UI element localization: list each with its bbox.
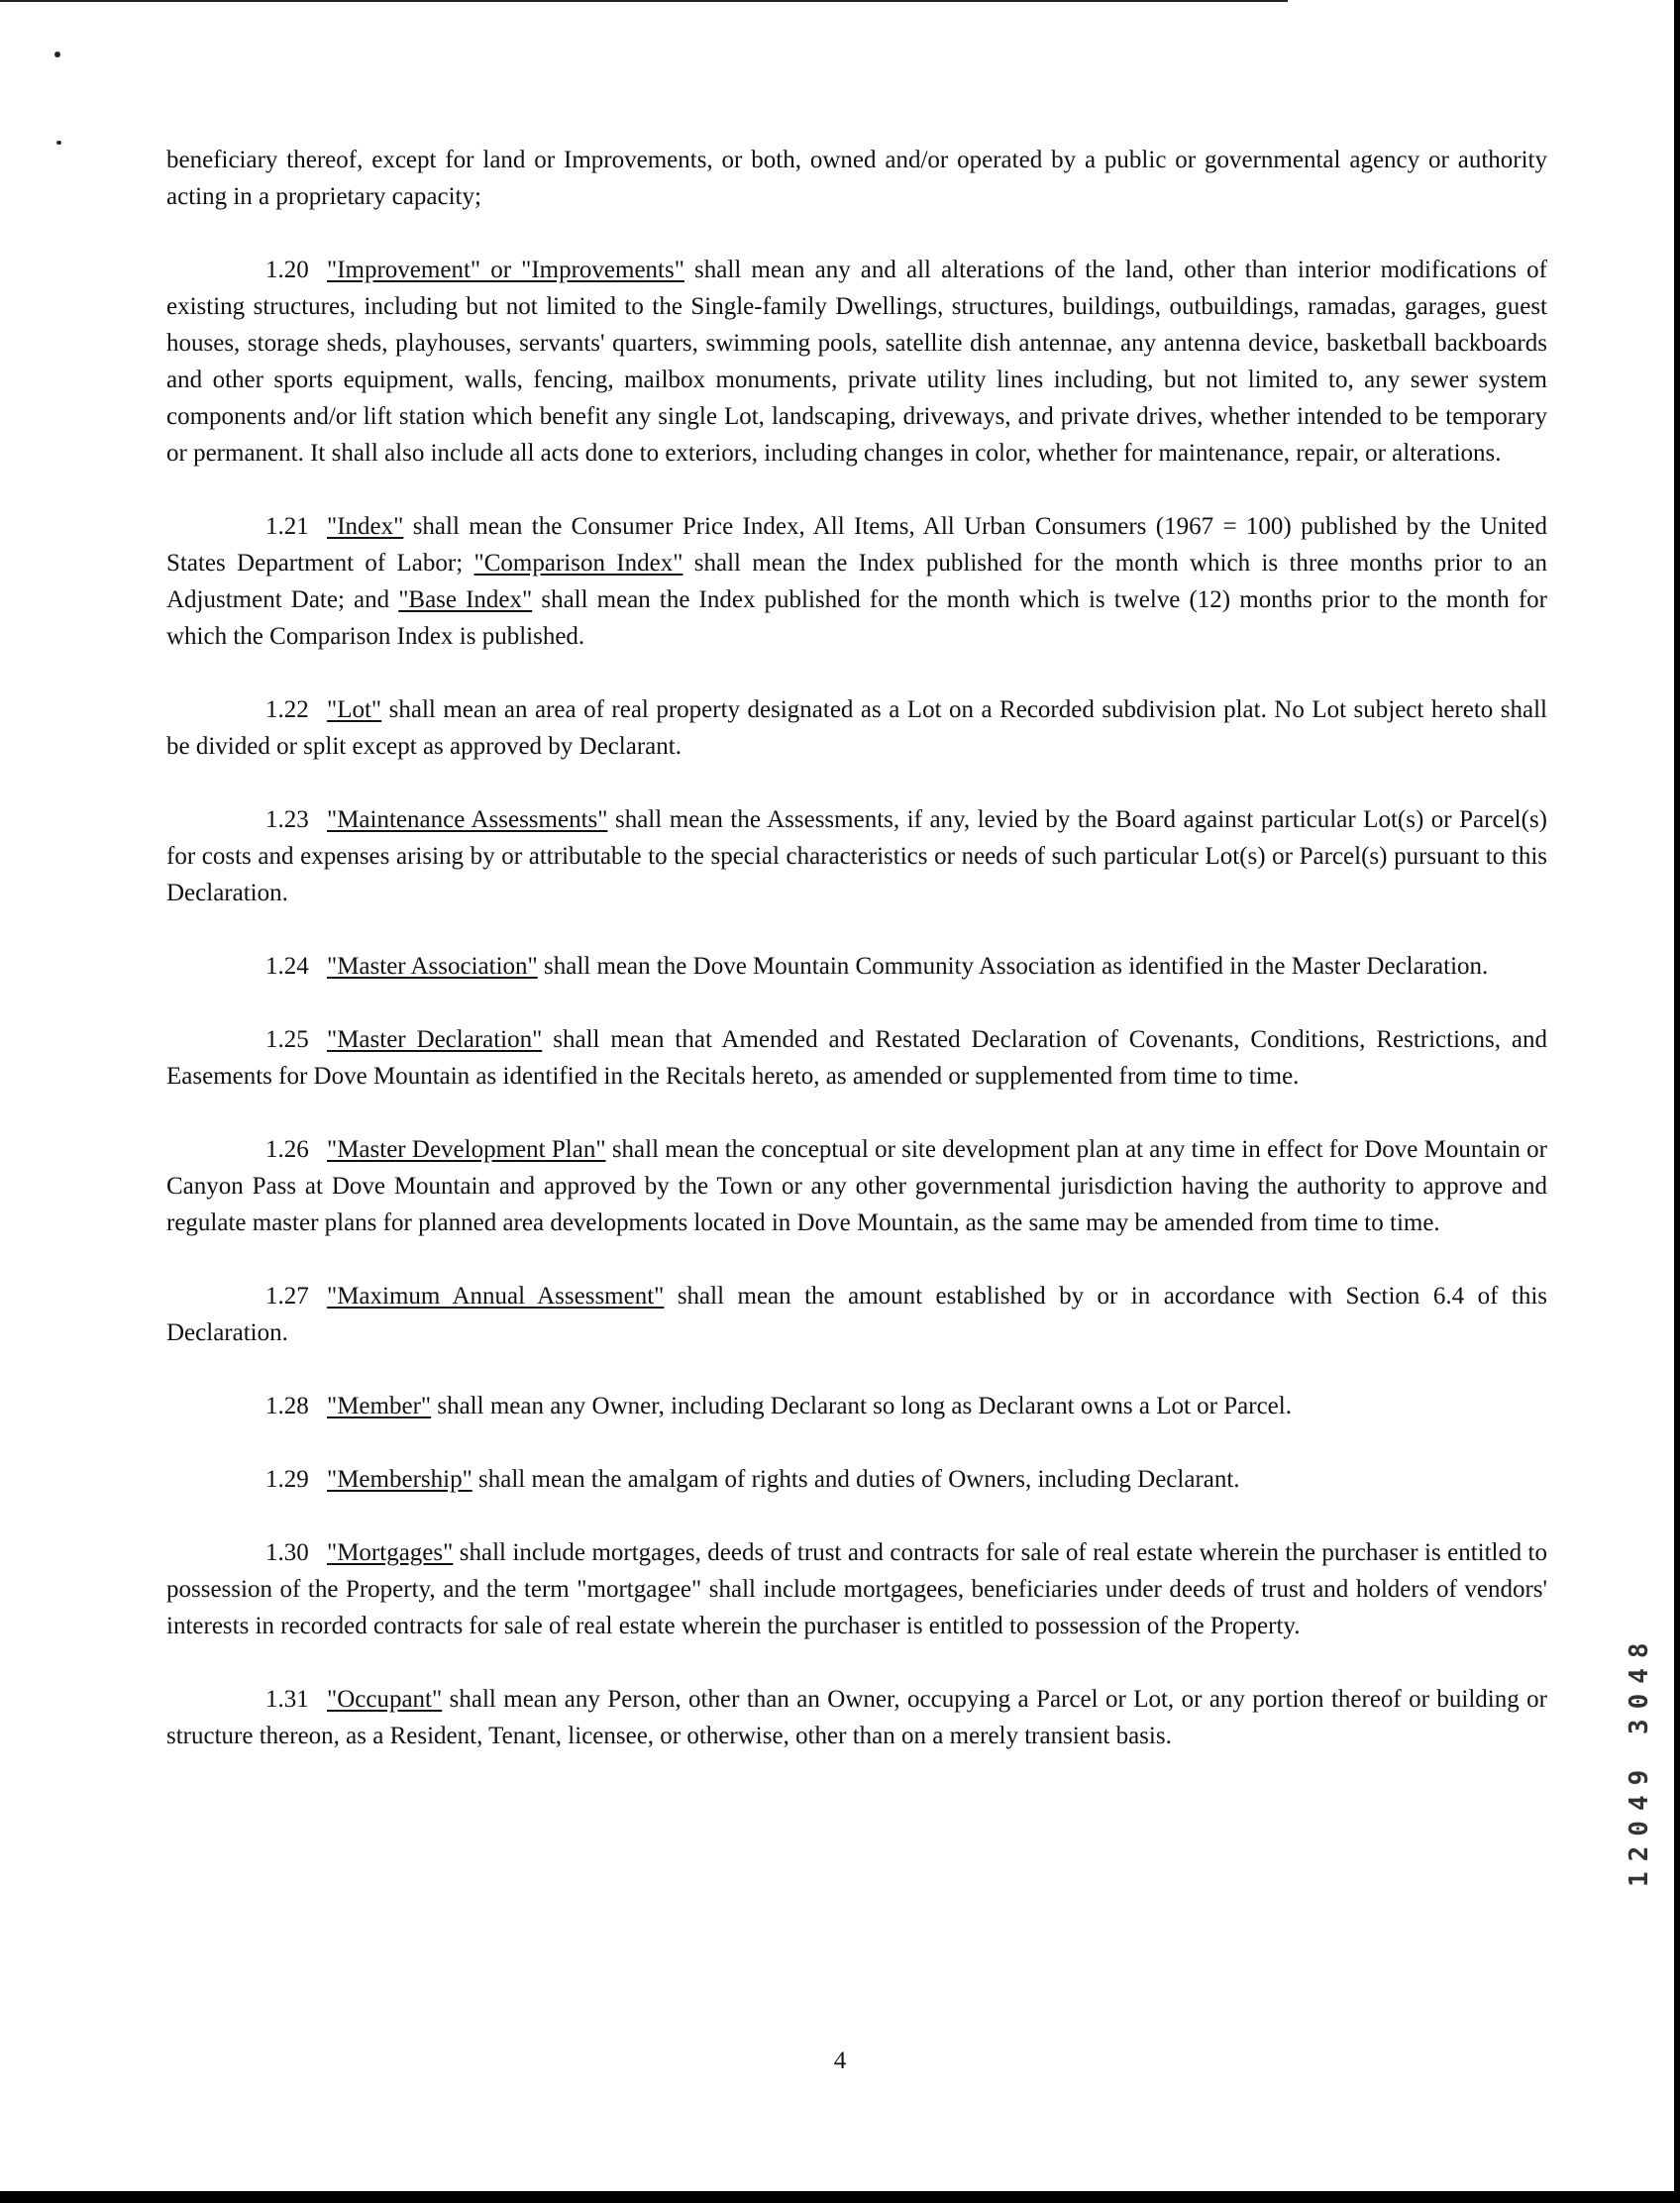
intro-paragraph: beneficiary thereof, except for land or Improvements, or both, owned and/or operated by a public or governmental agency or authority acting in a proprietary capacity; [166, 147, 1547, 210]
document-body [166, 142, 1547, 1791]
defined-term: "Membership" [327, 1466, 472, 1493]
definition-paragraph [166, 691, 1547, 765]
definition-paragraph [166, 1388, 1547, 1424]
section-number: 1.25 [265, 1026, 309, 1053]
defined-term: "Master Declaration" [327, 1026, 543, 1053]
defined-term: "Master Development Plan" [327, 1136, 606, 1163]
section-number: 1.28 [265, 1393, 309, 1419]
section-number: 1.26 [265, 1136, 309, 1163]
definition-text: shall mean the Index published for the month which is twelve (12) months prior to the month for which the Comparison Index is published. [166, 586, 1547, 650]
definition-text: shall mean the amount established by or in accordance with Section 6.4 of this Declaration. [166, 1283, 1547, 1346]
definition-text: shall mean any Owner, including Declarant so long as Declarant owns a Lot or Parcel. [431, 1393, 1292, 1419]
definition-text: shall mean any Person, other than an Owner, occupying a Parcel or Lot, or any portion thereof or building or structure thereon, as a Resident, Tenant, licensee, or otherwise, other than on a merely transient basis. [166, 1686, 1547, 1749]
definition-paragraph [166, 1681, 1547, 1754]
defined-term: "Lot" [327, 696, 382, 723]
definition-text: shall mean that Amended and Restated Declaration of Covenants, Conditions, Restrictions, and Easements for Dove Mountain as identified in the Recitals hereto, as amended or supplemented from time to time. [166, 1026, 1548, 1090]
definition-text: shall mean the conceptual or site development plan at any time in effect for Dove Mountain or Canyon Pass at Dove Mountain and approved by the Town or any other governmental jurisdiction having the authority to approve and regulate master plans for planned area developments located in Dove Mountain, as the same may be amended from time to time. [166, 1136, 1547, 1236]
scan-speck [54, 52, 60, 57]
definition-paragraph [166, 1461, 1547, 1498]
defined-term: "Maintenance Assessments" [327, 806, 608, 833]
defined-term: "Maximum Annual Assessment" [327, 1283, 665, 1310]
section-number: 1.23 [265, 806, 309, 833]
scan-edge-top [0, 0, 1288, 2]
definition-text: shall include mortgages, deeds of trust and contracts for sale of real estate wherein the purchaser is entitled to possession of the Property, and the term "mortgagee" shall include mortgagees, beneficiaries under deeds of trust and holders of vendors' interests in recorded contracts for sale of real estate wherein the purchaser is entitled to possession of the Property. [166, 1539, 1547, 1639]
definition-text: shall mean the amalgam of rights and duties of Owners, including Declarant. [472, 1466, 1240, 1493]
section-number: 1.20 [265, 257, 309, 283]
recording-stamp: 12049 3048 [1625, 1632, 1654, 1887]
definition-paragraph [166, 252, 1547, 472]
page-number: 4 [833, 2047, 847, 2074]
definition-paragraph [166, 801, 1547, 911]
defined-term: "Master Association" [327, 953, 538, 980]
definition-paragraph [166, 1278, 1547, 1351]
definitions-list [166, 252, 1547, 1754]
scan-speck [56, 141, 61, 145]
definition-text: shall mean the Assessments, if any, levied by the Board against particular Lot(s) or Parcel(s) for costs and expenses arising by or attributable to the special characteristics or needs of such particular Lot(s) or Parcel(s) pursuant to this Declaration. [166, 806, 1547, 906]
defined-term: "Base Index" [398, 586, 533, 613]
scan-edge-bottom [0, 2191, 1680, 2203]
section-number: 1.27 [265, 1283, 309, 1310]
definition-paragraph [166, 1534, 1547, 1644]
definition-paragraph [166, 1021, 1547, 1095]
section-number: 1.31 [265, 1686, 309, 1713]
definition-text: shall mean the Dove Mountain Community Association as identified in the Master Declaration. [537, 953, 1489, 980]
scan-edge-right [1674, 0, 1680, 2203]
defined-term: "Mortgages" [327, 1539, 454, 1566]
defined-term: "Member" [327, 1393, 432, 1419]
defined-term: "Occupant" [327, 1686, 443, 1713]
section-number: 1.21 [265, 513, 309, 540]
definition-text: shall mean the Consumer Price Index, All Items, All Urban Consumers (1967 = 100) published by the United States Department of Labor; [166, 513, 1547, 577]
defined-term: "Comparison Index" [473, 550, 683, 577]
section-number: 1.22 [265, 696, 309, 723]
definition-text: shall mean an area of real property designated as a Lot on a Recorded subdivision plat. No Lot subject hereto shall be divided or split except as approved by Declarant. [166, 696, 1547, 760]
section-number: 1.30 [265, 1539, 309, 1566]
defined-term: "Index" [327, 513, 404, 540]
definition-paragraph [166, 948, 1547, 985]
defined-term: "Improvement" or "Improvements" [327, 257, 684, 283]
definition-paragraph [166, 508, 1547, 655]
definition-paragraph [166, 1131, 1547, 1241]
definition-text: shall mean any and all alterations of the land, other than interior modifications of existing structures, including but not limited to the Single-family Dwellings, structures, buildings, outbuildings, ramadas, garages, guest houses, storage sheds, playhouses, servants' quarters, swimming pools, satellite dish antennae, any antenna device, basketball backboards and other sports equipment, walls, fencing, mailbox monuments, private utility lines including, but not limited to, any sewer system components and/or lift station which benefit any single Lot, landscaping, driveways, and private drives, whether intended to be temporary or permanent. It shall also include all acts done to exteriors, including changes in color, whether for maintenance, repair, or alterations. [166, 257, 1547, 467]
definition-text: shall mean the Index published for the month which is three months prior to an Adjustment Date; and [166, 550, 1547, 613]
section-number: 1.24 [265, 953, 309, 980]
section-number: 1.29 [265, 1466, 309, 1493]
